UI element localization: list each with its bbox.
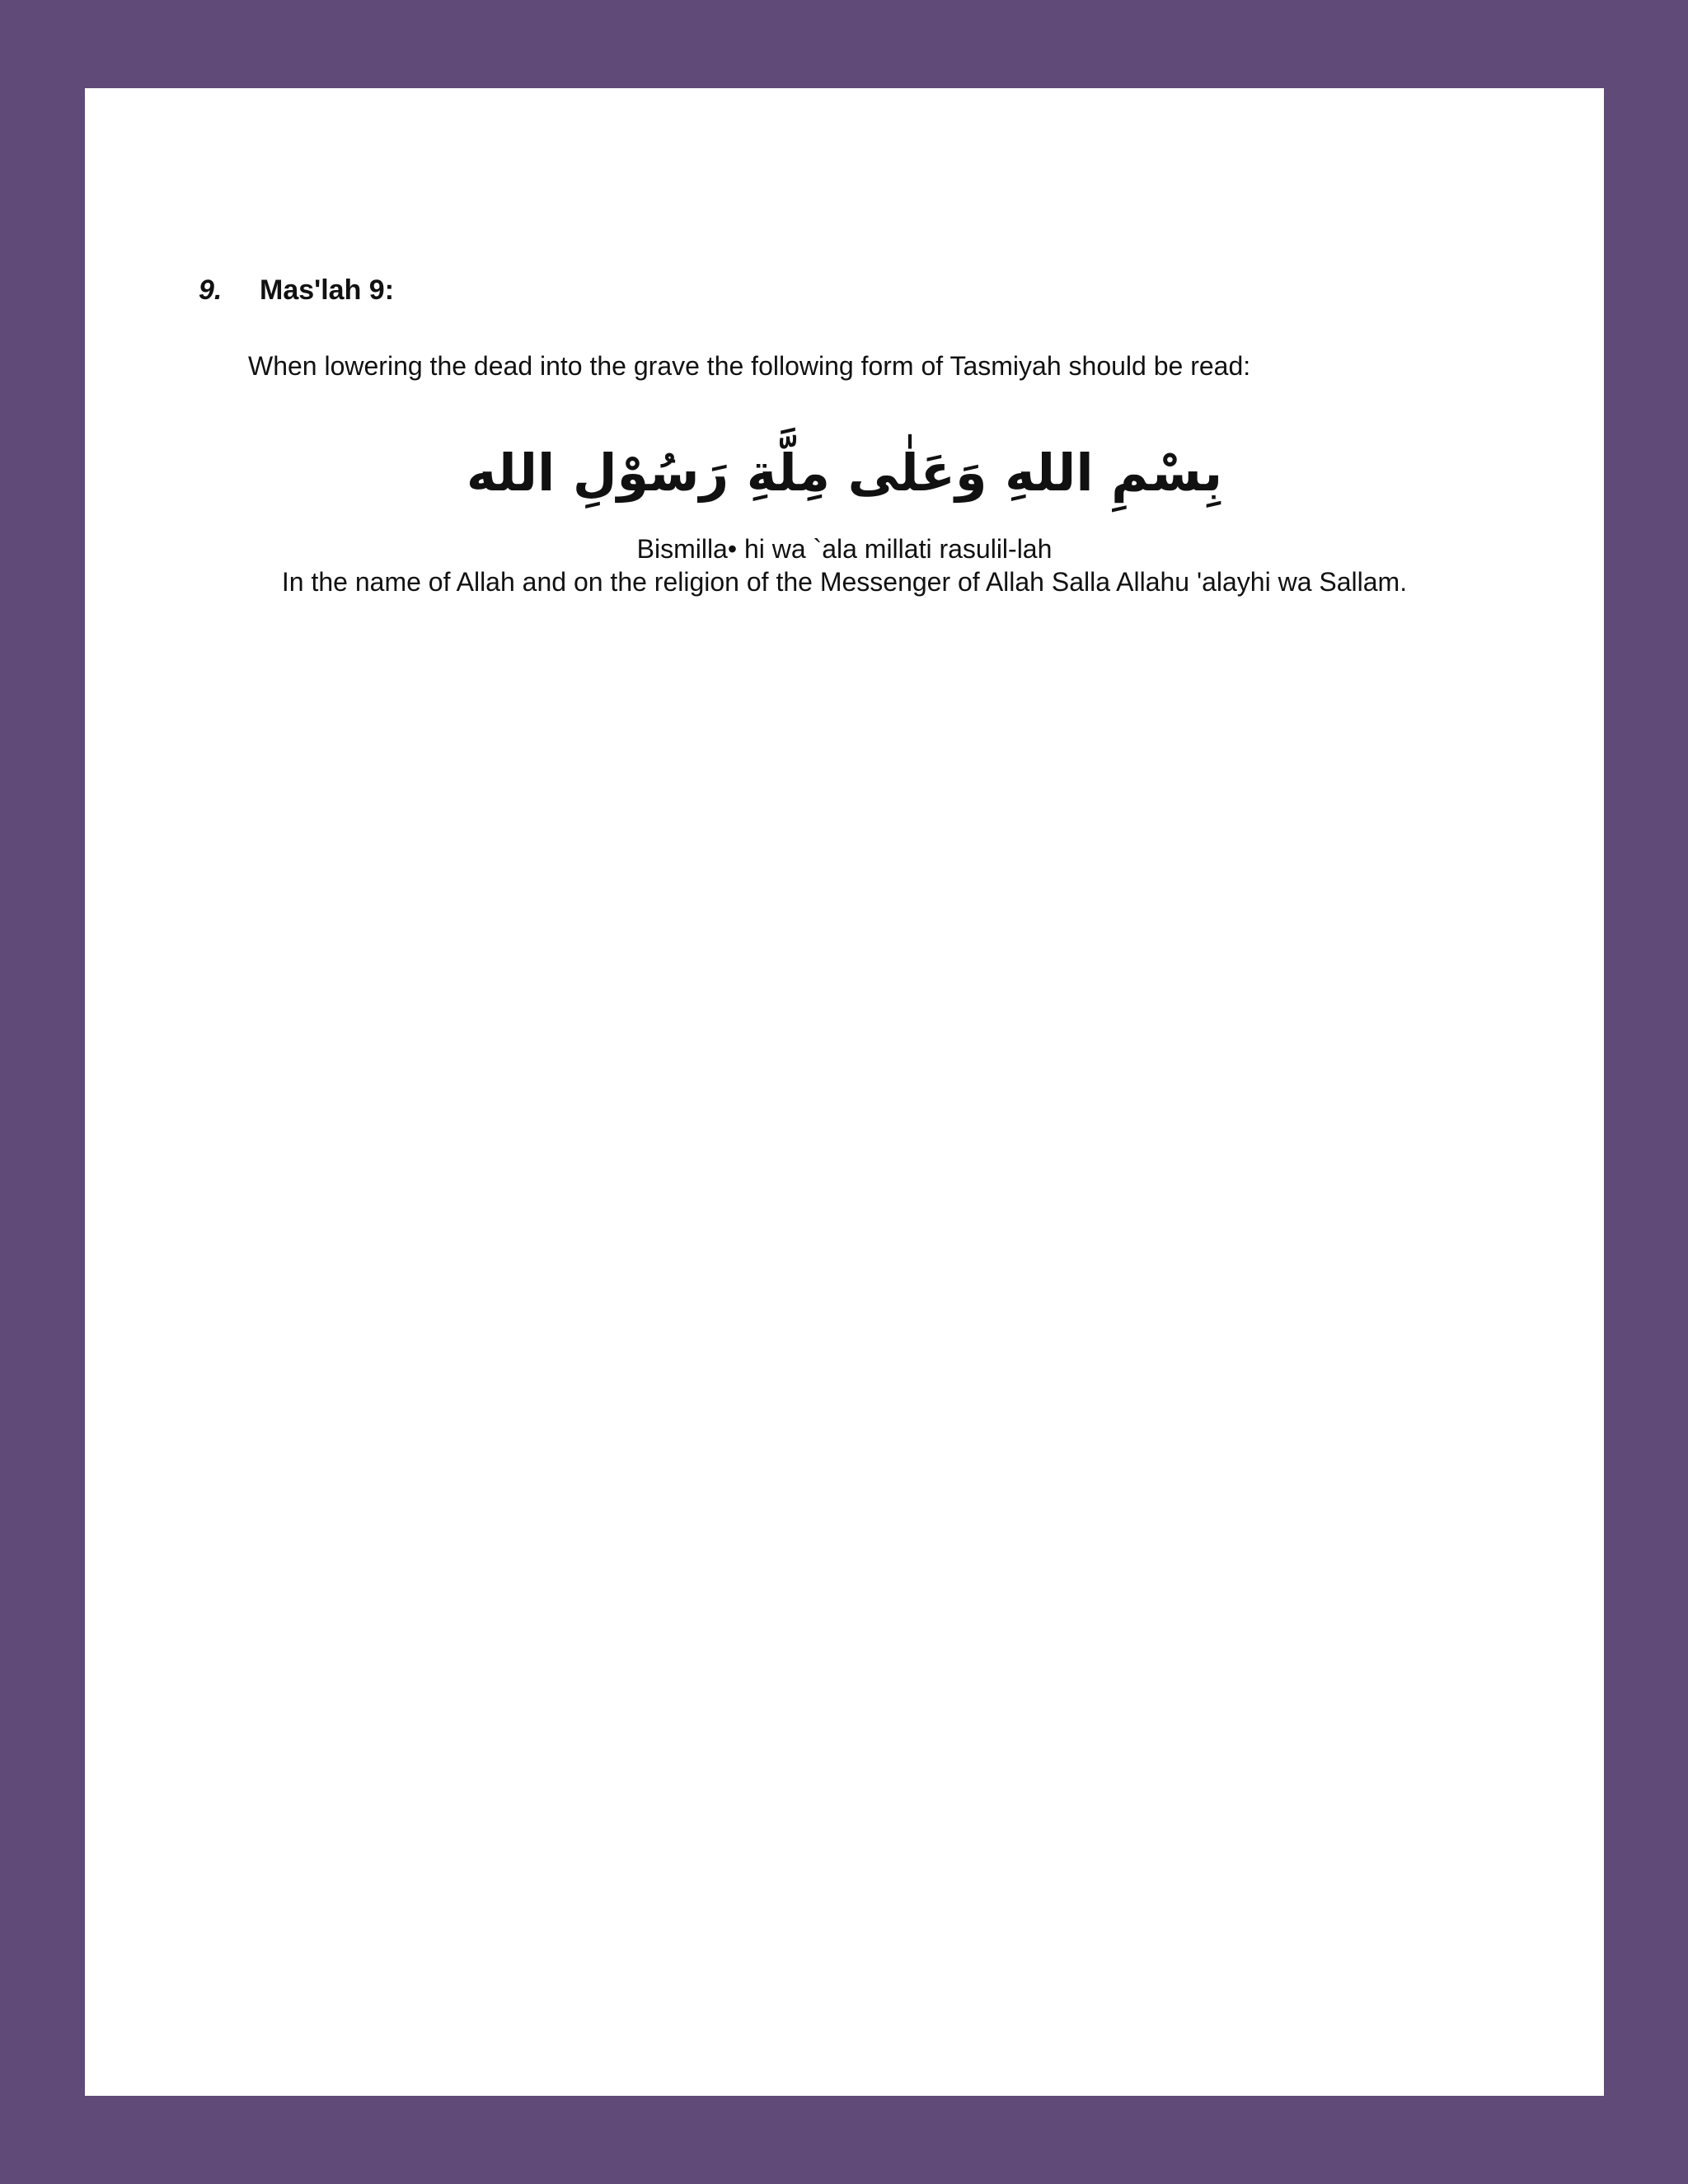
arabic-supplication: بِسْمِ اللهِ وَعَلٰى مِلَّةِ رَسُوْلِ الله	[466, 443, 1223, 503]
masalah-heading	[199, 276, 394, 304]
masalah-title: Mas'lah 9:	[260, 274, 395, 306]
transliteration-line: Bismilla• hi wa `ala millati rasulil-lah	[636, 534, 1053, 564]
translation-line: In the name of Allah and on the religion of the Messenger of Allah Salla Allahu 'alayhi wa Sallam.	[281, 567, 1408, 597]
intro-paragraph: When lowering the dead into the grave the following form of Tasmiyah should be read:	[248, 351, 1251, 381]
masalah-number: 9.	[199, 274, 223, 306]
document-page	[85, 88, 1604, 2096]
